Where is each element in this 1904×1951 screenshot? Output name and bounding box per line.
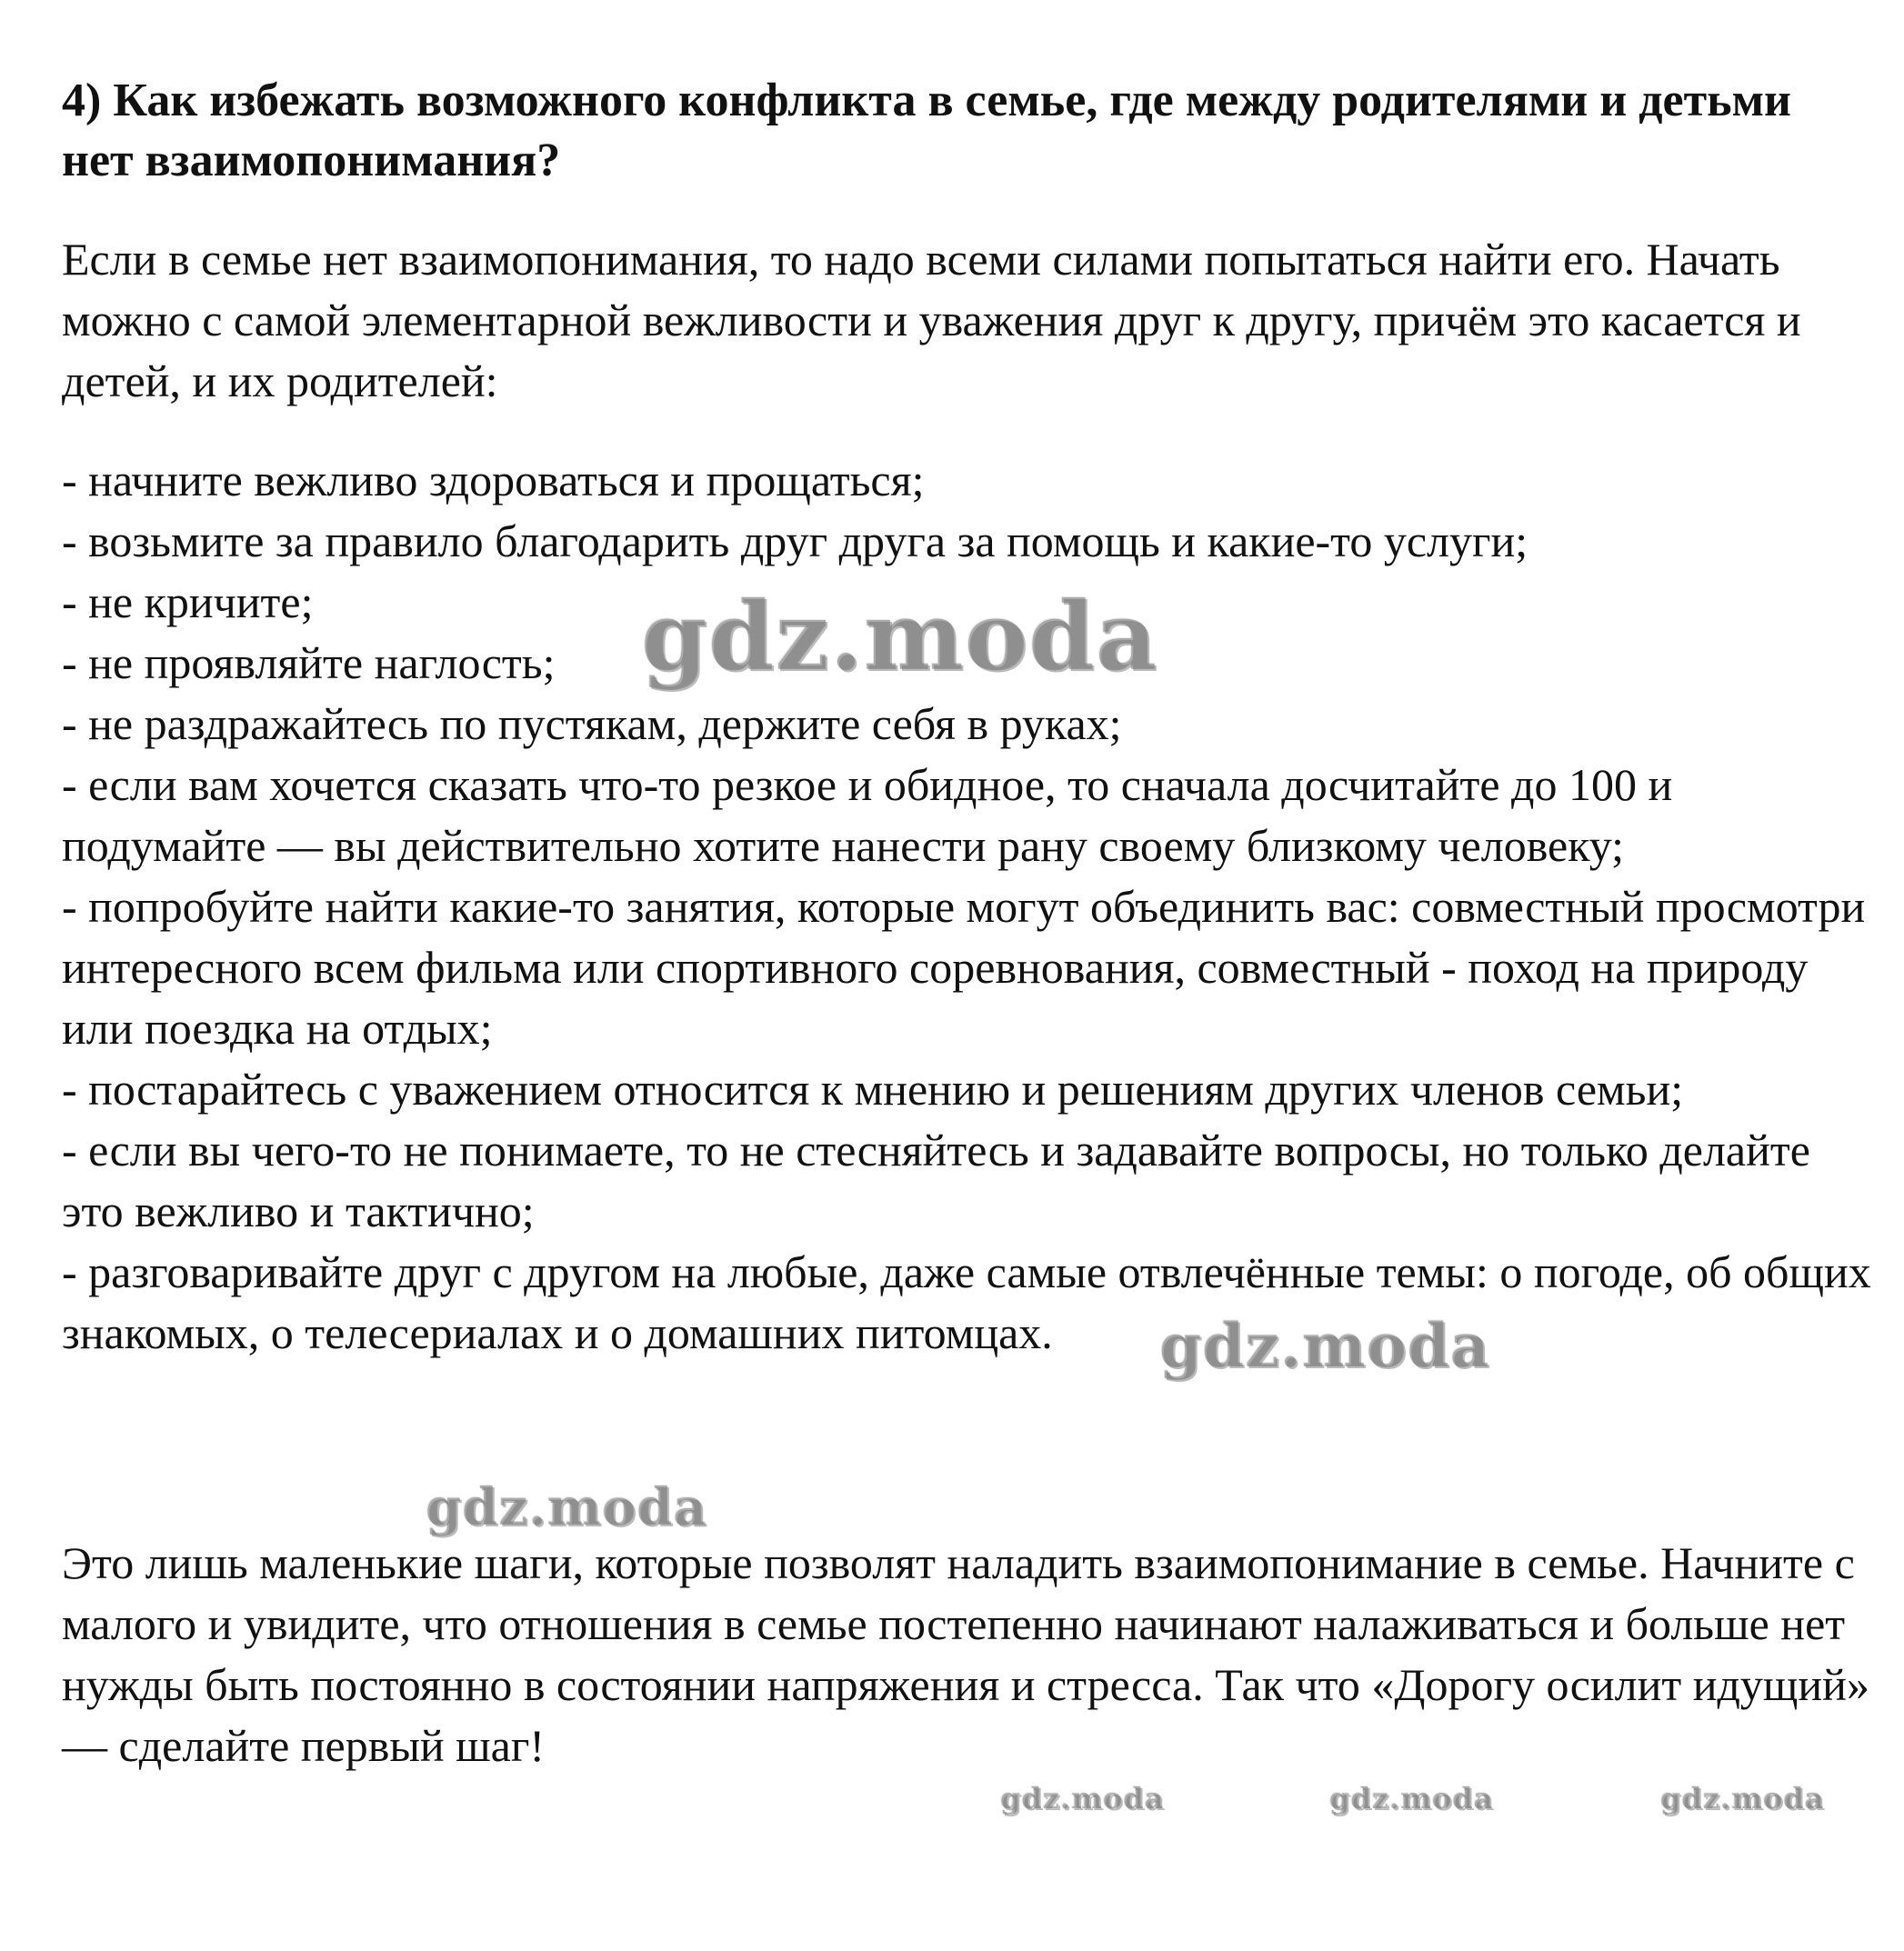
watermark: gdz.moda — [426, 1477, 707, 1537]
conclusion-paragraph: Это лишь маленькие шаги, которые позволят наладить взаимопонимание в семье. Начните с малого и увидите, что отношения в семье постепенно начинают налаживаться и больше нет нужды быть постоянно в состоянии напряжения и стресса. Так что «Дорогу осилит идущий» — сделайте первый шаг! — [62, 1537, 1869, 1771]
watermark: gdz.moda — [1159, 1310, 1490, 1381]
tip-item: - разговаривайте друг с другом на любые, даже самые отвлечённые темы: о погоде, об общих знакомых, о телесериалах и о домашних питомцах. — [62, 1246, 1871, 1358]
watermark: gdz.moda — [641, 580, 1158, 692]
watermark: gdz.moda — [1329, 1781, 1494, 1816]
question-heading: 4) Как избежать возможного конфликта в семье, где между родителями и детьми нет взаимопонимания? — [62, 75, 1792, 186]
watermark: gdz.moda — [1660, 1781, 1825, 1816]
intro-paragraph: Если в семье нет взаимопонимания, то надо всеми силами попытаться найти его. Начать можно с самой элементарной вежливости и уважения друг к другу, причём это касается и детей, и их родителей: — [62, 234, 1801, 406]
tip-item: - если вам хочется сказать что-то резкое и обидное, то сначала досчитайте до 100 и подумайте — вы действительно хотите нанести рану своему близкому человеку; — [62, 759, 1673, 871]
tip-item: - постарайтесь с уважением относится к мнению и решениям других членов семьи; — [62, 1064, 1684, 1115]
tip-item: - возьмите за правило благодарить друг друга за помощь и какие-то услуги; — [62, 515, 1528, 566]
tip-item: - если вы чего-то не понимаете, то не стесняйтесь и задавайте вопросы, но только делайте это вежливо и тактично; — [62, 1125, 1810, 1236]
tip-item: - попробуйте найти какие-то занятия, которые могут объединить вас: совместный просмотри интересного всем фильма или спортивного соревнования, совместный - поход на природу или поездка на отдых; — [62, 881, 1866, 1054]
tip-item: - не раздражайтесь по пустякам, держите себя в руках; — [62, 698, 1122, 749]
tip-item: - начните вежливо здороваться и прощаться; — [62, 455, 925, 505]
tip-item: - не кричите; — [62, 576, 314, 627]
tip-item: - не проявляйте наглость; — [62, 637, 556, 688]
watermark: gdz.moda — [1000, 1781, 1165, 1816]
